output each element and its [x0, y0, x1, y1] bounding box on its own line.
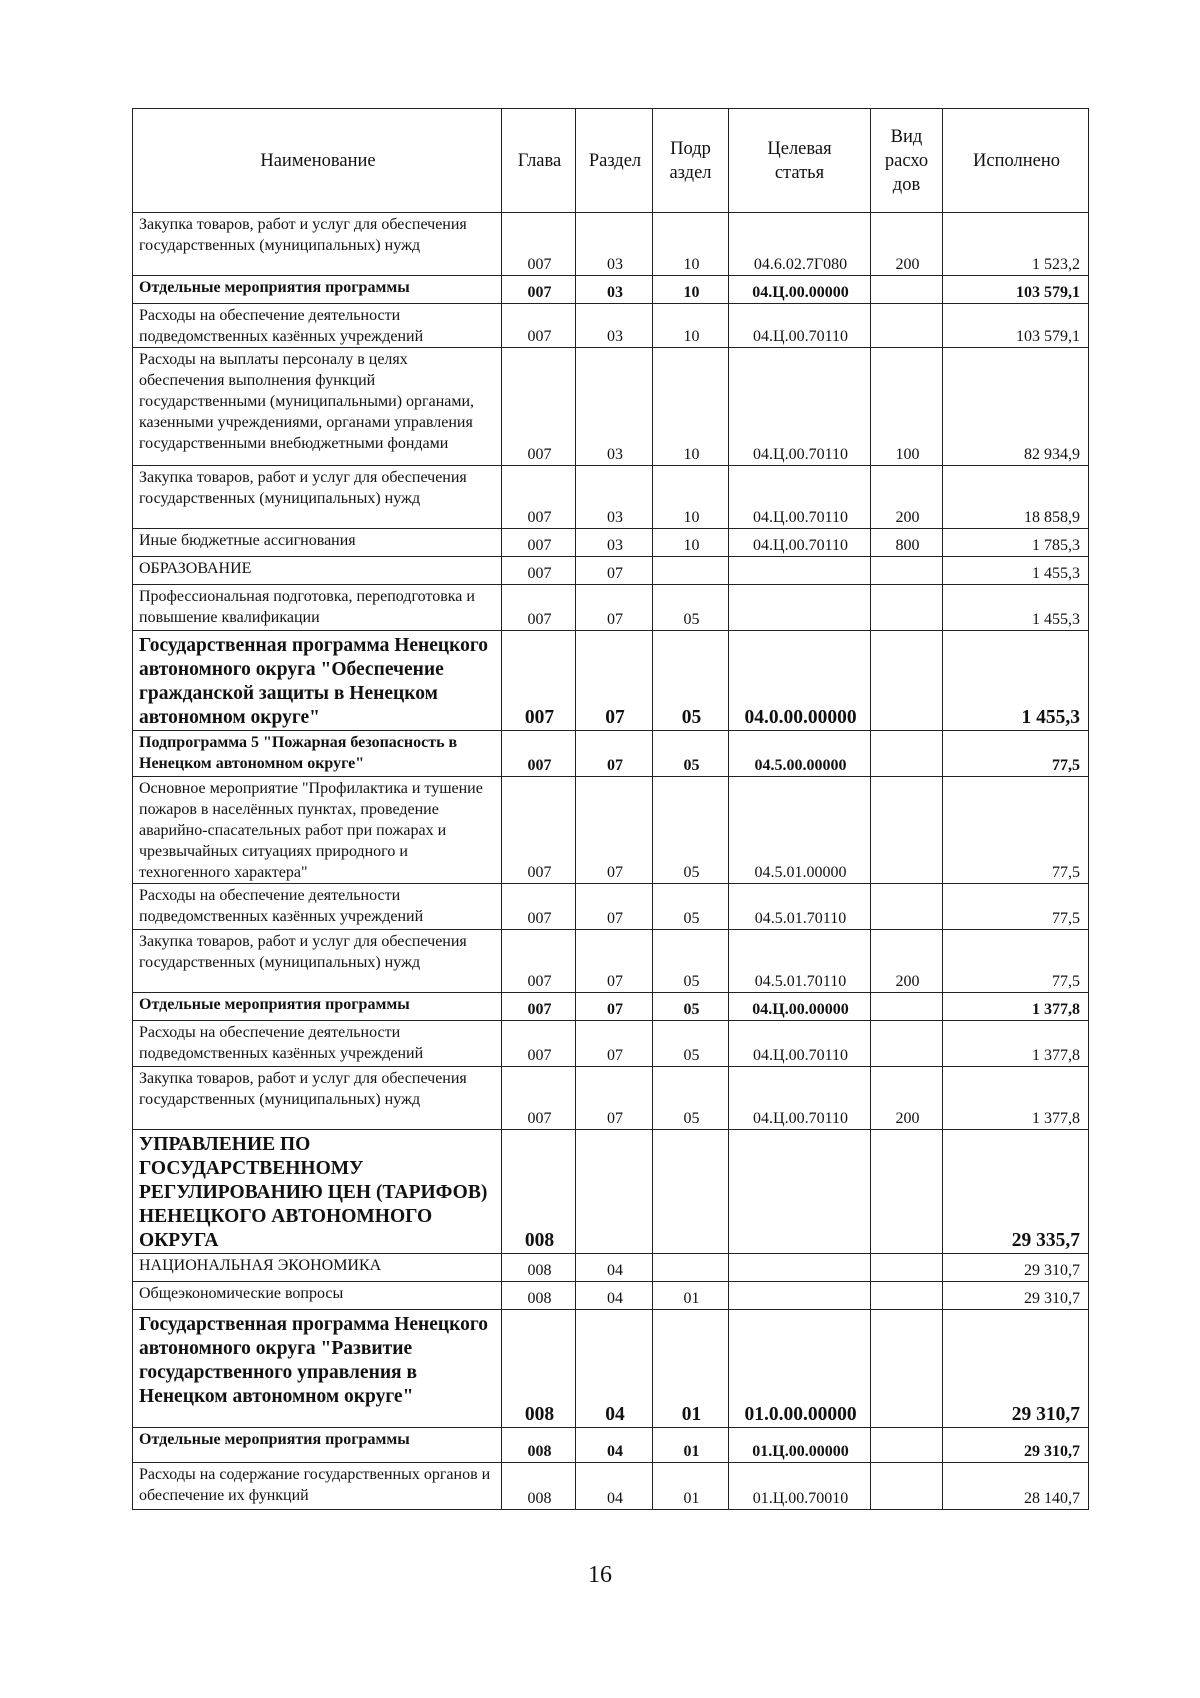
cell-target: 04.Ц.00.70110 [729, 1067, 871, 1130]
cell-chapter: 007 [502, 529, 576, 557]
cell-expense-type: 200 [871, 1067, 943, 1130]
table-row [133, 529, 1089, 557]
cell-chapter: 007 [502, 348, 576, 466]
cell-subsection: 05 [653, 731, 729, 777]
cell-subsection: 10 [653, 276, 729, 304]
cell-chapter: 008 [502, 1428, 576, 1463]
budget-execution-table [132, 108, 1089, 1510]
cell-name: Подпрограмма 5 "Пожарная безопасность в Ненецком автономном округе" [133, 731, 502, 777]
cell-chapter: 007 [502, 631, 576, 731]
header-executed: Исполнено [943, 109, 1089, 213]
cell-executed: 1 455,3 [943, 557, 1089, 585]
table-row [133, 1282, 1089, 1310]
cell-section: 07 [576, 1067, 653, 1130]
cell-expense-type: 200 [871, 466, 943, 529]
cell-expense-type [871, 993, 943, 1021]
cell-subsection [653, 1130, 729, 1254]
cell-name: Расходы на обеспечение деятельности подведомственных казённых учреждений [133, 1021, 502, 1067]
cell-expense-type [871, 304, 943, 348]
cell-name: Расходы на содержание государственных органов и обеспечение их функций [133, 1463, 502, 1510]
cell-chapter: 007 [502, 213, 576, 276]
cell-subsection: 10 [653, 348, 729, 466]
cell-section: 04 [576, 1463, 653, 1510]
cell-name: Общеэкономические вопросы [133, 1282, 502, 1310]
cell-executed: 29 310,7 [943, 1428, 1089, 1463]
table-row [133, 631, 1089, 731]
table-row [133, 585, 1089, 631]
table-row [133, 1254, 1089, 1282]
cell-expense-type [871, 276, 943, 304]
cell-section: 04 [576, 1254, 653, 1282]
cell-name: УПРАВЛЕНИЕ ПО ГОСУДАРСТВЕННОМУ РЕГУЛИРОВАНИЮ ЦЕН (ТАРИФОВ) НЕНЕЦКОГО АВТОНОМНОГО ОКРУГА [133, 1130, 502, 1254]
cell-executed: 82 934,9 [943, 348, 1089, 466]
cell-target: 04.6.02.7Г080 [729, 213, 871, 276]
cell-subsection: 05 [653, 1021, 729, 1067]
table-row [133, 993, 1089, 1021]
cell-chapter: 008 [502, 1463, 576, 1510]
cell-section: 07 [576, 777, 653, 884]
cell-name: Расходы на обеспечение деятельности подведомственных казённых учреждений [133, 304, 502, 348]
cell-expense-type [871, 585, 943, 631]
cell-target [729, 1130, 871, 1254]
cell-executed: 1 785,3 [943, 529, 1089, 557]
cell-executed: 1 523,2 [943, 213, 1089, 276]
cell-section: 07 [576, 993, 653, 1021]
cell-executed: 1 377,8 [943, 1021, 1089, 1067]
cell-subsection: 01 [653, 1463, 729, 1510]
cell-target: 04.Ц.00.70110 [729, 348, 871, 466]
table-row [133, 777, 1089, 884]
header-target: Целевая статья [729, 109, 871, 213]
table-row [133, 557, 1089, 585]
header-name: Наименование [133, 109, 502, 213]
cell-executed: 29 310,7 [943, 1254, 1089, 1282]
cell-subsection [653, 557, 729, 585]
cell-chapter: 007 [502, 557, 576, 585]
table-row [133, 930, 1089, 993]
cell-name: Профессиональная подготовка, переподготовка и повышение квалификации [133, 585, 502, 631]
cell-executed: 29 335,7 [943, 1130, 1089, 1254]
cell-subsection: 01 [653, 1282, 729, 1310]
cell-executed: 28 140,7 [943, 1463, 1089, 1510]
cell-chapter: 007 [502, 276, 576, 304]
cell-target: 04.Ц.00.70110 [729, 529, 871, 557]
table-row [133, 1310, 1089, 1428]
table-row [133, 466, 1089, 529]
header-type: Вид расхо дов [871, 109, 943, 213]
cell-subsection: 05 [653, 884, 729, 930]
table-row [133, 1130, 1089, 1254]
cell-section: 07 [576, 585, 653, 631]
header-chapter: Глава [502, 109, 576, 213]
cell-expense-type [871, 777, 943, 884]
cell-target [729, 557, 871, 585]
cell-expense-type [871, 1130, 943, 1254]
cell-name: Отдельные мероприятия программы [133, 276, 502, 304]
cell-section: 03 [576, 529, 653, 557]
cell-subsection: 05 [653, 1067, 729, 1130]
cell-expense-type [871, 1463, 943, 1510]
cell-subsection: 10 [653, 466, 729, 529]
cell-subsection: 01 [653, 1428, 729, 1463]
cell-chapter: 007 [502, 466, 576, 529]
cell-name: Государственная программа Ненецкого автономного округа "Развитие государственного управления в Ненецком автономном округе" [133, 1310, 502, 1428]
table-row [133, 276, 1089, 304]
cell-executed: 1 455,3 [943, 585, 1089, 631]
table-row [133, 1463, 1089, 1510]
cell-expense-type: 800 [871, 529, 943, 557]
cell-chapter: 007 [502, 1021, 576, 1067]
cell-name: Основное мероприятие "Профилактика и тушение пожаров в населённых пунктах, проведение аварийно-спасательных работ при пожарах и чрезвычайных ситуациях природного и техногенного характера" [133, 777, 502, 884]
cell-executed: 103 579,1 [943, 304, 1089, 348]
cell-expense-type [871, 1310, 943, 1428]
cell-subsection: 05 [653, 631, 729, 731]
table-row [133, 884, 1089, 930]
cell-subsection: 05 [653, 585, 729, 631]
cell-chapter: 008 [502, 1130, 576, 1254]
cell-target [729, 1282, 871, 1310]
cell-executed: 77,5 [943, 777, 1089, 884]
cell-expense-type [871, 1254, 943, 1282]
cell-target: 04.Ц.00.00000 [729, 276, 871, 304]
cell-name: Расходы на выплаты персоналу в целях обеспечения выполнения функций государственными (муниципальными) органами, казенными учреждениями, органами управления государственными внебюджетными фондами [133, 348, 502, 466]
cell-chapter: 007 [502, 777, 576, 884]
cell-name: Закупка товаров, работ и услуг для обеспечения государственных (муниципальных) нужд [133, 466, 502, 529]
cell-chapter: 008 [502, 1254, 576, 1282]
cell-subsection: 01 [653, 1310, 729, 1428]
cell-section [576, 1130, 653, 1254]
cell-name: Отдельные мероприятия программы [133, 993, 502, 1021]
cell-expense-type [871, 631, 943, 731]
table-header-row [133, 109, 1089, 213]
cell-name: Отдельные мероприятия программы [133, 1428, 502, 1463]
table-row [133, 348, 1089, 466]
table-row [133, 1428, 1089, 1463]
cell-expense-type [871, 731, 943, 777]
cell-expense-type [871, 1282, 943, 1310]
cell-executed: 18 858,9 [943, 466, 1089, 529]
cell-subsection [653, 1254, 729, 1282]
cell-section: 07 [576, 557, 653, 585]
cell-target: 04.Ц.00.70110 [729, 1021, 871, 1067]
cell-section: 07 [576, 884, 653, 930]
cell-name: Закупка товаров, работ и услуг для обеспечения государственных (муниципальных) нужд [133, 1067, 502, 1130]
cell-target: 04.5.00.00000 [729, 731, 871, 777]
cell-chapter: 007 [502, 930, 576, 993]
cell-section: 07 [576, 930, 653, 993]
cell-target: 04.Ц.00.00000 [729, 993, 871, 1021]
cell-target: 04.Ц.00.70110 [729, 304, 871, 348]
cell-section: 07 [576, 631, 653, 731]
cell-name: НАЦИОНАЛЬНАЯ ЭКОНОМИКА [133, 1254, 502, 1282]
cell-expense-type [871, 1021, 943, 1067]
cell-target: 04.5.01.70110 [729, 884, 871, 930]
cell-name: Иные бюджетные ассигнования [133, 529, 502, 557]
cell-executed: 1 455,3 [943, 631, 1089, 731]
cell-name: Расходы на обеспечение деятельности подведомственных казённых учреждений [133, 884, 502, 930]
cell-target: 04.Ц.00.70110 [729, 466, 871, 529]
cell-section: 03 [576, 276, 653, 304]
cell-name: ОБРАЗОВАНИЕ [133, 557, 502, 585]
cell-target: 01.Ц.00.00000 [729, 1428, 871, 1463]
cell-executed: 1 377,8 [943, 1067, 1089, 1130]
cell-expense-type [871, 884, 943, 930]
cell-executed: 103 579,1 [943, 276, 1089, 304]
cell-name: Закупка товаров, работ и услуг для обеспечения государственных (муниципальных) нужд [133, 213, 502, 276]
cell-expense-type: 200 [871, 930, 943, 993]
cell-subsection: 10 [653, 304, 729, 348]
cell-executed: 77,5 [943, 731, 1089, 777]
cell-chapter: 007 [502, 585, 576, 631]
cell-name: Закупка товаров, работ и услуг для обеспечения государственных (муниципальных) нужд [133, 930, 502, 993]
cell-section: 04 [576, 1310, 653, 1428]
cell-expense-type [871, 557, 943, 585]
cell-expense-type: 200 [871, 213, 943, 276]
cell-subsection: 10 [653, 529, 729, 557]
cell-chapter: 008 [502, 1310, 576, 1428]
cell-chapter: 007 [502, 993, 576, 1021]
cell-chapter: 007 [502, 731, 576, 777]
cell-executed: 1 377,8 [943, 993, 1089, 1021]
cell-executed: 29 310,7 [943, 1282, 1089, 1310]
cell-target: 04.5.01.70110 [729, 930, 871, 993]
cell-target: 04.0.00.00000 [729, 631, 871, 731]
cell-target: 01.Ц.00.70010 [729, 1463, 871, 1510]
cell-section: 03 [576, 466, 653, 529]
cell-subsection: 10 [653, 213, 729, 276]
page-number: 16 [588, 1562, 612, 1588]
table-row [133, 1067, 1089, 1130]
cell-target: 04.5.01.00000 [729, 777, 871, 884]
cell-section: 07 [576, 731, 653, 777]
table-row [133, 213, 1089, 276]
cell-section: 07 [576, 1021, 653, 1067]
cell-executed: 77,5 [943, 884, 1089, 930]
cell-expense-type [871, 1428, 943, 1463]
table-row [133, 304, 1089, 348]
cell-section: 03 [576, 213, 653, 276]
table-row [133, 731, 1089, 777]
cell-subsection: 05 [653, 777, 729, 884]
header-subsection: Подр аздел [653, 109, 729, 213]
cell-subsection: 05 [653, 993, 729, 1021]
cell-target [729, 585, 871, 631]
cell-target [729, 1254, 871, 1282]
cell-chapter: 007 [502, 1067, 576, 1130]
cell-name: Государственная программа Ненецкого автономного округа "Обеспечение гражданской защиты в Ненецком автономном округе" [133, 631, 502, 731]
table-row [133, 1021, 1089, 1067]
header-section: Раздел [576, 109, 653, 213]
cell-executed: 77,5 [943, 930, 1089, 993]
cell-section: 03 [576, 348, 653, 466]
budget-table-container [132, 108, 1088, 1510]
cell-chapter: 007 [502, 304, 576, 348]
cell-expense-type: 100 [871, 348, 943, 466]
cell-chapter: 007 [502, 884, 576, 930]
cell-target: 01.0.00.00000 [729, 1310, 871, 1428]
cell-section: 03 [576, 304, 653, 348]
cell-subsection: 05 [653, 930, 729, 993]
cell-executed: 29 310,7 [943, 1310, 1089, 1428]
cell-section: 04 [576, 1428, 653, 1463]
cell-section: 04 [576, 1282, 653, 1310]
cell-chapter: 008 [502, 1282, 576, 1310]
